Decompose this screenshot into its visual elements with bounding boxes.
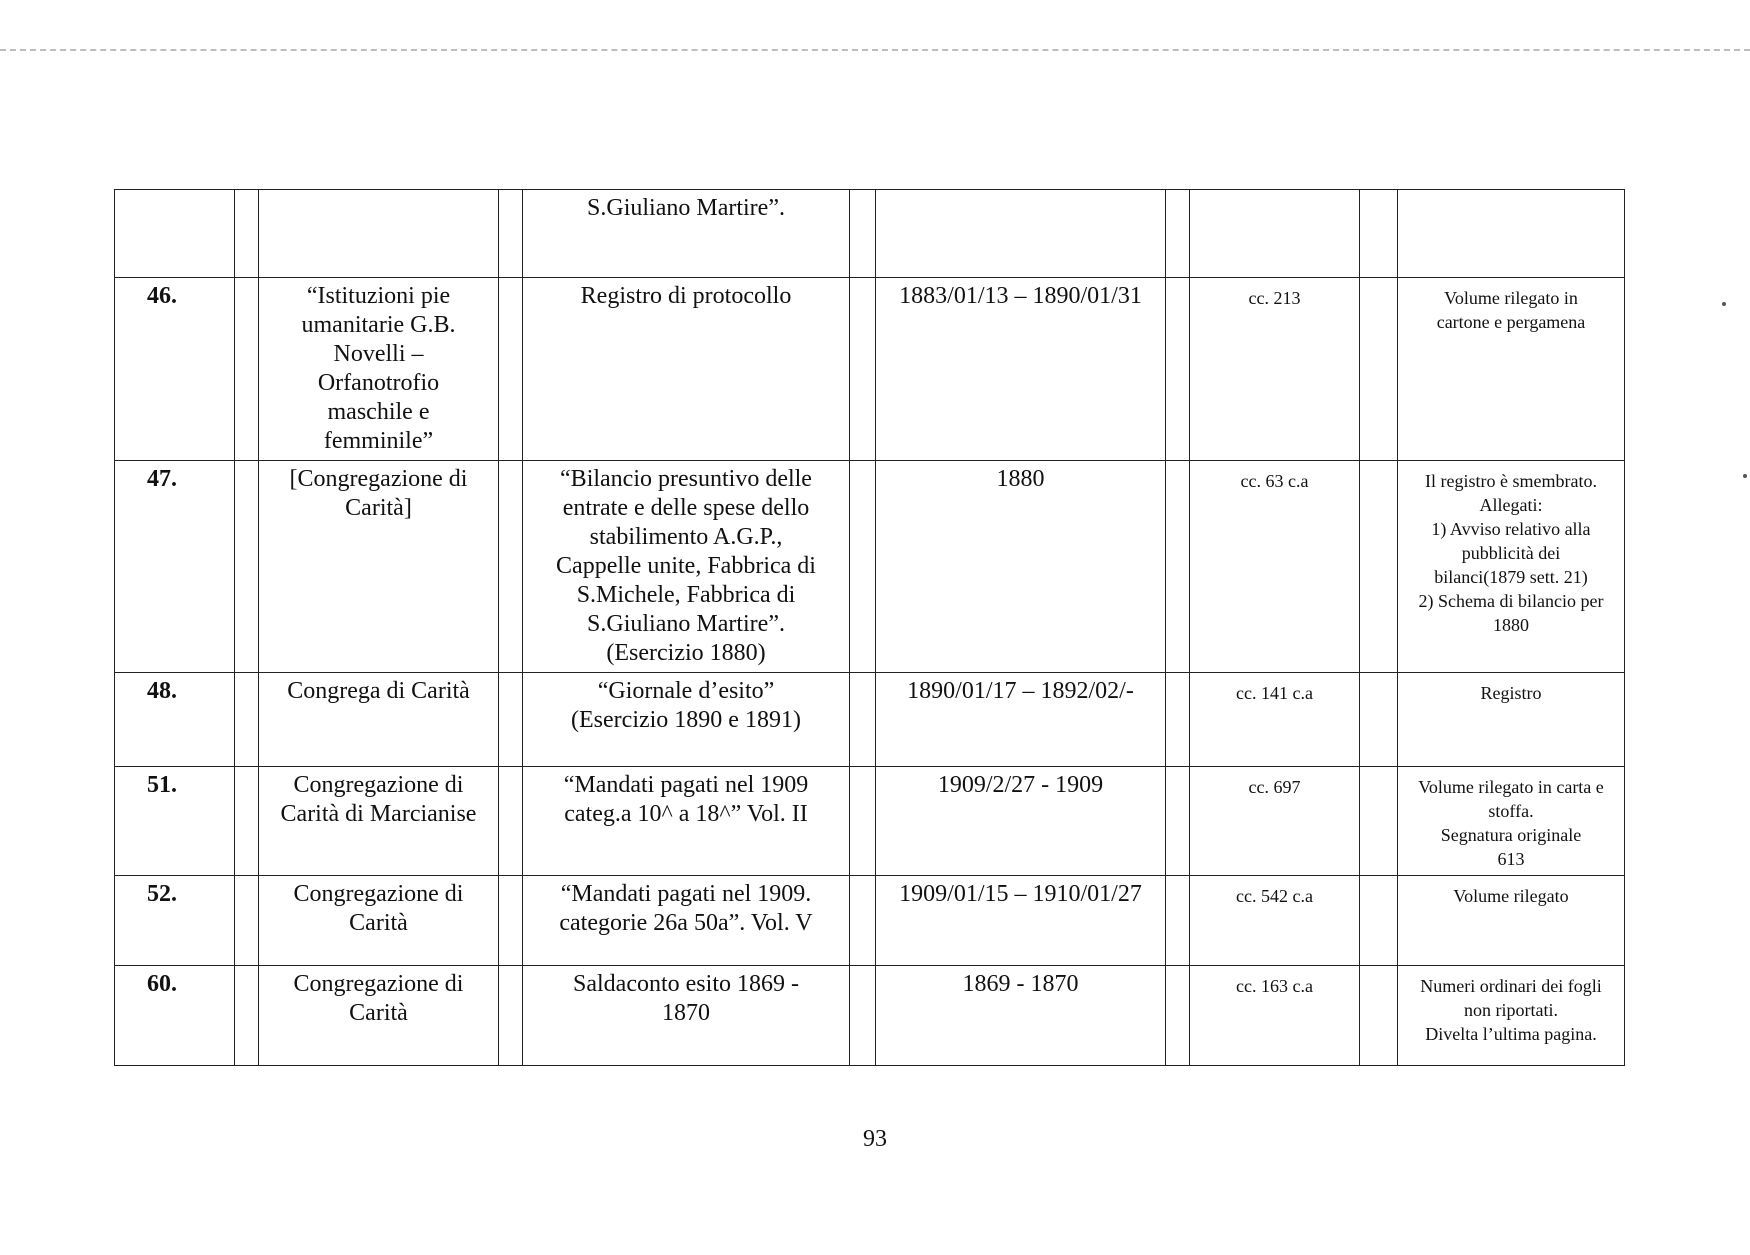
notes-cell-line: stoffa.: [1488, 801, 1534, 821]
producer-cell-line: Orfanotrofio: [317, 370, 440, 396]
producer-cell-line: Carità: [349, 1000, 408, 1026]
column-gap: [235, 190, 259, 278]
column-gap: [1360, 673, 1398, 767]
column-gap: [1360, 190, 1398, 278]
column-gap: [1166, 673, 1190, 767]
archive-inventory-table: [114, 189, 1625, 1066]
producer-cell-line: maschile e: [327, 399, 430, 425]
column-gap: [850, 190, 876, 278]
notes-cell: [1398, 966, 1625, 1066]
dates-cell: 1909/01/15 – 1910/01/27: [876, 876, 1166, 966]
column-gap: [499, 673, 523, 767]
column-gap: [1166, 190, 1190, 278]
entry-number: 52.: [115, 876, 235, 966]
page-number: 93: [863, 1126, 887, 1152]
title-cell: [523, 966, 850, 1066]
scan-speck: [1722, 302, 1726, 306]
title-cell: [523, 673, 850, 767]
producer-cell: [259, 461, 499, 673]
notes-cell-line: 1) Avviso relativo alla: [1431, 519, 1591, 539]
table-row: [115, 966, 1625, 1066]
producer-cell-line: Congregazione di: [293, 772, 464, 798]
column-gap: [1360, 278, 1398, 461]
column-gap: [499, 767, 523, 876]
table-row: [115, 767, 1625, 876]
column-gap: [499, 461, 523, 673]
producer-cell-line: umanitarie G.B.: [301, 312, 456, 338]
table-row: [115, 278, 1625, 461]
scan-edge-line: [0, 49, 1750, 51]
title-cell-line: Registro di protocollo: [580, 283, 792, 309]
dates-cell: [876, 190, 1166, 278]
notes-cell-line: Divelta l’ultima pagina.: [1425, 1024, 1597, 1044]
notes-cell-line: 613: [1497, 849, 1525, 869]
column-gap: [850, 876, 876, 966]
column-gap: [499, 190, 523, 278]
notes-cell-line: Allegati:: [1479, 495, 1543, 515]
producer-cell-line: Congrega di Carità: [287, 678, 470, 704]
title-cell-line: (Esercizio 1890 e 1891): [571, 707, 801, 733]
notes-cell-line: Registro: [1480, 683, 1542, 703]
title-cell: [523, 876, 850, 966]
column-gap: [850, 278, 876, 461]
notes-cell-line: Numeri ordinari dei fogli: [1420, 976, 1602, 996]
column-gap: [235, 767, 259, 876]
extent-cell: cc. 163 c.a: [1190, 966, 1360, 1066]
producer-cell-line: Carità di Marcianise: [280, 801, 477, 827]
notes-cell-line: 1880: [1493, 615, 1529, 635]
column-gap: [235, 876, 259, 966]
producer-cell: [259, 966, 499, 1066]
producer-cell: [259, 673, 499, 767]
column-gap: [1360, 876, 1398, 966]
entry-number: 47.: [115, 461, 235, 673]
column-gap: [499, 876, 523, 966]
title-cell: [523, 767, 850, 876]
producer-cell-line: Carità: [349, 910, 408, 936]
title-cell: [523, 461, 850, 673]
notes-cell: [1398, 278, 1625, 461]
title-cell-line: S.Michele, Fabbrica di: [576, 582, 796, 608]
notes-cell: [1398, 876, 1625, 966]
notes-cell: [1398, 767, 1625, 876]
column-gap: [235, 461, 259, 673]
entry-number: 60.: [115, 966, 235, 1066]
notes-cell: [1398, 673, 1625, 767]
column-gap: [235, 278, 259, 461]
title-cell-line: Cappelle unite, Fabbrica di: [556, 553, 816, 579]
title-cell-line: “Mandati pagati nel 1909.: [560, 881, 812, 907]
column-gap: [499, 966, 523, 1066]
title-cell-line: “Bilancio presuntivo delle: [560, 466, 812, 492]
notes-cell: [1398, 461, 1625, 673]
column-gap: [850, 966, 876, 1066]
column-gap: [1166, 767, 1190, 876]
entry-number: 48.: [115, 673, 235, 767]
column-gap: [1360, 461, 1398, 673]
entry-number: [115, 190, 235, 278]
table-row: [115, 190, 1625, 278]
producer-cell-line: “Istituzioni pie: [306, 283, 451, 309]
table-row: [115, 673, 1625, 767]
title-cell-line: categ.a 10^ a 18^” Vol. II: [564, 801, 808, 827]
title-cell-line: stabilimento A.G.P.,: [589, 524, 783, 550]
scan-speck: [1743, 474, 1747, 478]
producer-cell: [259, 876, 499, 966]
column-gap: [1166, 876, 1190, 966]
dates-cell: 1880: [876, 461, 1166, 673]
producer-cell-line: femminile”: [323, 428, 434, 454]
extent-cell: cc. 63 c.a: [1190, 461, 1360, 673]
notes-cell-line: bilanci(1879 sett. 21): [1434, 567, 1588, 587]
extent-cell: [1190, 190, 1360, 278]
producer-cell-line: Congregazione di: [293, 881, 464, 907]
column-gap: [850, 673, 876, 767]
entry-number: 51.: [115, 767, 235, 876]
title-cell-line: S.Giuliano Martire”.: [587, 611, 785, 637]
notes-cell-line: Segnatura originale: [1440, 825, 1582, 845]
producer-cell: [259, 190, 499, 278]
notes-cell-line: pubblicità dei: [1461, 543, 1561, 563]
notes-cell-line: Volume rilegato in: [1444, 288, 1578, 308]
table-row: [115, 876, 1625, 966]
column-gap: [1360, 767, 1398, 876]
dates-cell: 1869 - 1870: [876, 966, 1166, 1066]
title-cell: [523, 190, 850, 278]
dates-cell: 1883/01/13 – 1890/01/31: [876, 278, 1166, 461]
title-cell-line: (Esercizio 1880): [606, 640, 766, 666]
column-gap: [499, 278, 523, 461]
title-cell-line: S.Giuliano Martire”.: [587, 195, 785, 221]
producer-cell: [259, 278, 499, 461]
title-cell-line: categorie 26a 50a”. Vol. V: [559, 910, 813, 936]
column-gap: [850, 767, 876, 876]
column-gap: [235, 966, 259, 1066]
notes-cell: [1398, 190, 1625, 278]
producer-cell-line: [Congregazione di: [289, 466, 468, 492]
producer-cell: [259, 767, 499, 876]
table-row: [115, 461, 1625, 673]
title-cell-line: 1870: [662, 1000, 710, 1026]
column-gap: [1166, 278, 1190, 461]
producer-cell-line: Congregazione di: [293, 971, 464, 997]
title-cell-line: entrate e delle spese dello: [562, 495, 810, 521]
title-cell: [523, 278, 850, 461]
producer-cell-line: Novelli –: [333, 341, 424, 367]
notes-cell-line: non riportati.: [1464, 1000, 1558, 1020]
notes-cell-line: cartone e pergamena: [1436, 312, 1586, 332]
column-gap: [1166, 966, 1190, 1066]
notes-cell-line: 2) Schema di bilancio per: [1418, 591, 1604, 611]
title-cell-line: Saldaconto esito 1869 -: [573, 971, 799, 997]
dates-cell: 1909/2/27 - 1909: [876, 767, 1166, 876]
extent-cell: cc. 697: [1190, 767, 1360, 876]
column-gap: [1166, 461, 1190, 673]
extent-cell: cc. 542 c.a: [1190, 876, 1360, 966]
column-gap: [850, 461, 876, 673]
column-gap: [235, 673, 259, 767]
extent-cell: cc. 141 c.a: [1190, 673, 1360, 767]
dates-cell: 1890/01/17 – 1892/02/-: [876, 673, 1166, 767]
producer-cell-line: Carità]: [345, 495, 412, 521]
title-cell-line: “Giornale d’esito”: [597, 678, 775, 704]
notes-cell-line: Volume rilegato in carta e: [1418, 777, 1604, 797]
entry-number: 46.: [115, 278, 235, 461]
notes-cell-line: Il registro è smembrato.: [1425, 471, 1597, 491]
extent-cell: cc. 213: [1190, 278, 1360, 461]
title-cell-line: “Mandati pagati nel 1909: [563, 772, 809, 798]
notes-cell-line: Volume rilegato: [1453, 886, 1569, 906]
column-gap: [1360, 966, 1398, 1066]
